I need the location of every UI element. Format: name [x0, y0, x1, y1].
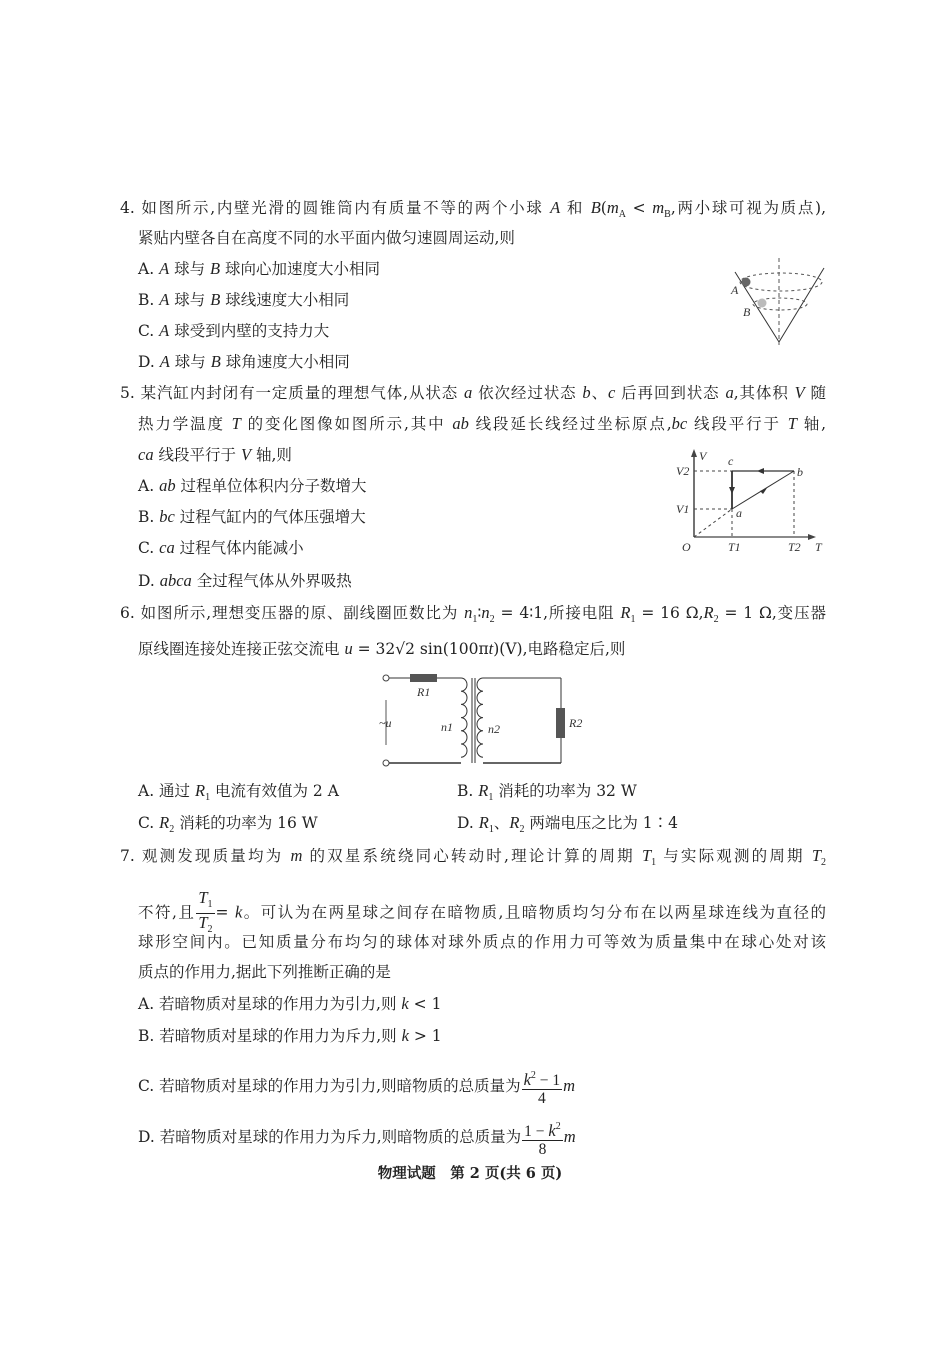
origin-label: O — [682, 540, 691, 554]
r2-label: R2 — [569, 716, 583, 730]
q5-stem-line-3: ca 线段平行于 V 轴,则 — [138, 445, 292, 464]
q5-stem-line-1: 5. 某汽缸内封闭有一定质量的理想气体,从状态 a 依次经过状态 b、c 后再回到状态 a,其体积 V 随 — [120, 383, 827, 402]
q5-option-b: B. bc 过程气缸内的气体压强增大 — [138, 507, 366, 526]
q4-option-c: C. A 球受到内壁的支持力大 — [138, 321, 330, 340]
t2-label: T2 — [788, 540, 801, 554]
q6-option-b: B. $R_1$ 消耗的功率为 32 W — [457, 781, 637, 803]
ball-b-label: B — [743, 305, 751, 319]
v2-label: V2 — [676, 464, 690, 478]
q7-option-d: D. 若暗物质对星球的作用力为斥力,则暗物质的总质量为 $\frac{1 - k^2}{8}$ m — [138, 1118, 576, 1158]
q7-stem-line-2: 不符,且 $\frac{T_1}{T_2}$ = k。可认为在两星球之间存在暗物质,且暗物质均匀分布在以两星球连线为直径的 — [138, 889, 826, 909]
resistor-r1 — [410, 674, 437, 682]
q4-stem-line-1: 4. 如图所示,内壁光滑的圆锥筒内有质量不等的两个小球 A 和 $B(m_A < m_B$,两小球可视为质点), — [120, 198, 827, 220]
q6-option-d: D. $R_1$、$R_2$ 两端电压之比为 1∶4 — [457, 813, 679, 835]
t-axis-label: T — [815, 540, 822, 554]
q7-stem-line-3: 球形空间内。已知质量分布均匀的球体对球外质点的作用力可等效为质量集中在球心处对该 — [138, 933, 826, 951]
q6-stem-line-1: 6. 如图所示,理想变压器的原、副线圈匝数比为 $n_1∶n_2$ = 4∶1,所接电阻 $R_1 = 16$ $\Omega,R_2 = 1$ Ω,变压器 — [120, 603, 826, 625]
q7-option-b: B. 若暗物质对星球的作用力为斥力,则 k > 1 — [138, 1026, 442, 1045]
q4-stem-line-2: 紧贴内壁各自在高度不同的水平面内做匀速圆周运动,则 — [138, 229, 515, 247]
fraction: $\frac{T_1}{T_2}$ — [198, 888, 213, 935]
q6-option-c: C. $R_2$ 消耗的功率为 16 W — [138, 813, 318, 835]
point-a-label: a — [736, 506, 742, 520]
fraction: $\frac{1 - k^2}{8}$ — [522, 1118, 563, 1158]
q5-stem-line-2: 热力学温度 T 的变化图像如图所示,其中 ab 线段延长线经过坐标原点,bc 线段平行于 T 轴, — [138, 414, 827, 433]
n2-label: n2 — [488, 722, 500, 736]
q6-option-a: A. 通过 $R_1$ 电流有效值为 2 A — [138, 781, 339, 803]
q7-option-a: A. 若暗物质对星球的作用力为引力,则 k < 1 — [138, 994, 442, 1013]
n1-label: n1 — [441, 720, 453, 734]
q5-option-d: D. abca 全过程气体从外界吸热 — [138, 571, 352, 590]
resistor-r2 — [556, 708, 565, 738]
q4-option-d: D. A 球与 B 球角速度大小相同 — [138, 352, 350, 371]
q5-option-a: A. ab 过程单位体积内分子数增大 — [138, 476, 367, 495]
q7-stem-line-1: 7. 观测发现质量均为 m 的双星系统绕同心转动时,理论计算的周期 $T_1$ 与实际观测的周期 $T_2$ — [120, 846, 826, 868]
q5-option-c: C. ca 过程气体内能减小 — [138, 538, 304, 557]
t1-label: T1 — [728, 540, 741, 554]
fraction: $\frac{k^2 - 1}{4}$ — [522, 1067, 563, 1107]
ball-a-label: A — [731, 283, 739, 297]
v1-label: V1 — [676, 502, 690, 516]
r1-label: R1 — [417, 685, 431, 699]
point-b-label: b — [797, 465, 803, 479]
q7-stem-line-4: 质点的作用力,据此下列推断正确的是 — [138, 963, 391, 981]
q7-option-c: C. 若暗物质对星球的作用力为引力,则暗物质的总质量为 $\frac{k^2 - 1}{4}$ m — [138, 1067, 575, 1107]
source-label: ~u — [379, 716, 392, 730]
q4-option-b: B. A 球与 B 球线速度大小相同 — [138, 290, 350, 309]
v-axis-label: V — [699, 449, 707, 463]
q6-stem-line-2: 原线圈连接处连接正弦交流电 u = 32√2 sin(100πt)(V),电路稳定后,则 — [138, 639, 626, 658]
point-c-label: c — [728, 454, 734, 468]
q4-option-a: A. A 球与 B 球向心加速度大小相同 — [138, 259, 381, 278]
page-footer: 物理试题 第 2 页(共 6 页) — [377, 1165, 563, 1182]
